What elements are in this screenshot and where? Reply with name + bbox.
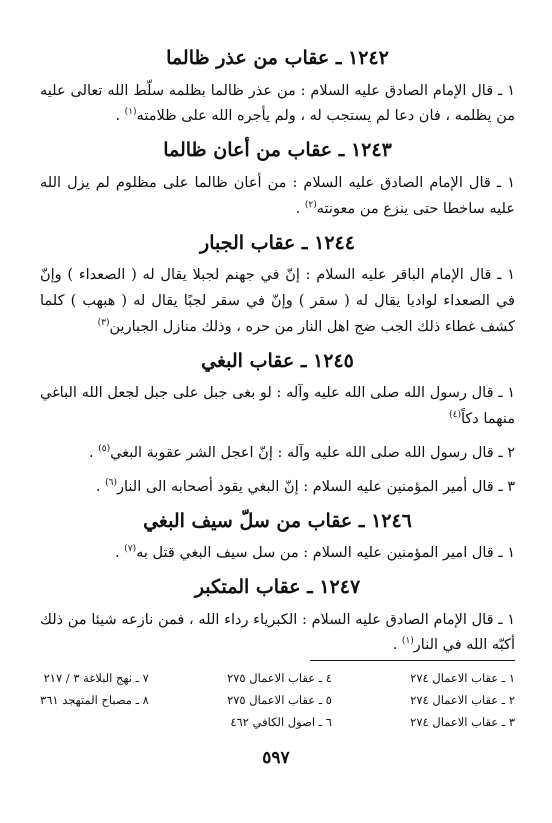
footnote-item: ٢ ـ عقاب الاعمال ٢٧٤ [410,692,515,707]
footnotes [40,668,515,734]
hadith-text: ١ ـ قال الإمام الباقر عليه السلام : إنّ في جهنم لجبلا يقال له ( الصعداء ) وإنّ في الصعداء لواديا يقال له ( سقر ) وإنّ في سقر لجبًا يقال له ( هبهب ) كلما كشف غطاء ذلك الجب ضج اهل النار من حره ، وذلك منازل الجبارين [40,267,515,335]
section-1244 [40,231,515,341]
hadith-end: . [392,637,402,654]
section-1247 [40,575,515,659]
hadith-text: ١ ـ قال رسول الله صلى الله عليه وآله : لو بغى جبل على جبل لجعل الله الباغي منهما دكاً [40,385,515,428]
section-heading: ١٢٤٥ ـ عقاب البغي [201,349,354,372]
hadith-paragraph [40,608,515,660]
hadith-paragraph [40,381,515,433]
footnote-marker: (١) [124,107,137,118]
hadith-text: ١ ـ قال الإمام الصادق عليه السلام : من أعان ظالما على مظلوم لم يزل الله عليه ساخطا حتى ينزع من معونته [40,174,515,217]
section-heading: ١٢٤٣ ـ عقاب من أعان ظالما [163,139,392,162]
footnote-item: ٧ ـ نهج البلاغة ٣ / ٢١٧ [43,671,149,685]
footnote-item: ٦ ـ اصول الكافي ٤٦٢ [230,714,332,729]
hadith-paragraph [40,475,515,501]
footnote-marker: (٦) [105,477,117,488]
page-number: ٥٩٧ [262,748,290,768]
footnote-column-3 [40,668,149,734]
section-1242 [40,46,515,130]
footnote-marker: (٢) [304,199,317,210]
hadith-text: ٣ ـ قال أمير المؤمنين عليه السلام : إنّ البغي يقود أصحابه الى النار [117,478,515,495]
section-1245 [40,349,515,501]
footnote-marker: (٤) [449,410,461,421]
hadith-end: . [89,444,99,461]
section-1243 [40,138,515,222]
hadith-paragraph [40,79,515,131]
hadith-paragraph [40,171,515,223]
footnote-marker: (٧) [124,544,137,555]
hadith-end: . [115,108,125,125]
footnote-divider [310,660,515,661]
hadith-end: . [95,478,106,495]
section-heading: ١٢٤٧ ـ عقاب المتكبر [194,576,361,598]
footnote-item: ٣ ـ عقاب الاعمال ٢٧٤ [410,714,515,729]
hadith-text: ١ ـ قال الإمام الصادق عليه السلام : الكبرياء رداء الله ، فمن نازعه شيئا من ذلك أكبّه الله في النار [40,611,515,654]
footnote-item: ٥ ـ عقاب الاعمال ٢٧٥ [227,692,332,707]
hadith-text: ١ ـ قال الإمام الصادق عليه السلام : من عذر ظالما بظلمه سلّط الله تعالى عليه من يظلمه ، فان دعا لم يستجب له ، ولم يأجره الله على ظلامته [40,82,515,125]
hadith-end: . [295,200,305,217]
hadith-paragraph [40,541,515,567]
page-body [40,40,515,667]
footnote-item: ٤ ـ عقاب الاعمال ٢٧٥ [227,671,332,685]
section-1246 [40,509,515,567]
hadith-paragraph [40,263,515,340]
section-heading: ١٢٤٦ ـ عقاب من سلّ سيف البغي [143,509,412,532]
section-heading: ١٢٤٢ ـ عقاب من عذر ظالما [166,47,389,69]
hadith-end: . [115,545,125,562]
footnote-marker: (٥) [98,444,111,455]
hadith-text: ٢ ـ قال رسول الله صلى الله عليه وآله : إنّ اعجل الشر عقوبة البغي [110,444,515,461]
footnote-item: ١ ـ عقاب الاعمال ٢٧٤ [410,671,515,685]
footnote-marker: (٣) [97,318,110,329]
section-heading: ١٢٤٤ ـ عقاب الجبار [200,231,355,254]
footnote-column-2 [227,668,332,734]
hadith-paragraph [40,441,515,467]
footnote-item: ٨ ـ مصباح المتهجد ٣٦١ [40,692,149,707]
footnote-column-1 [410,668,515,734]
hadith-text: ١ ـ قال امير المؤمنين عليه السلام : من سل سيف البغي قتل به [136,545,515,562]
footnote-marker: (١) [401,636,414,647]
